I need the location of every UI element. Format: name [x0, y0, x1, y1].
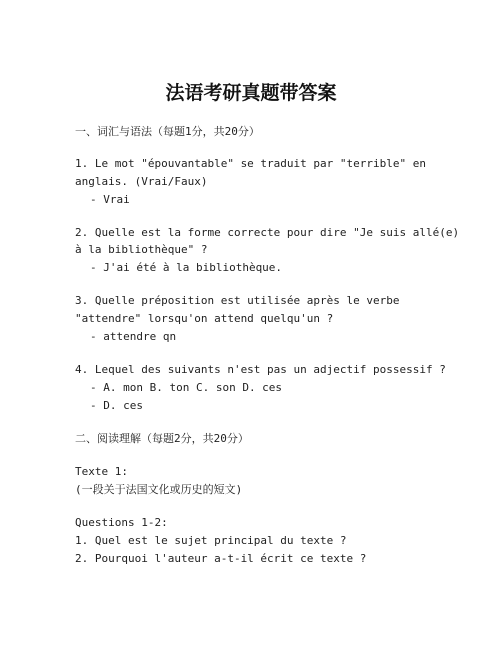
question-2-answer: - J'ai été à la bibliothèque.: [90, 261, 283, 274]
question-1-answer: - Vrai: [90, 193, 130, 206]
question-3-line-2: "attendre" lorsqu'on attend quelqu'un ?: [75, 312, 334, 325]
question-4-line-1: 4. Lequel des suivants n'est pas un adjectif possessif ?: [75, 363, 446, 376]
reading-question-2: 2. Pourquoi l'auteur a-t-il écrit ce texte ?: [75, 552, 367, 565]
questions-label: Questions 1-2:: [75, 516, 168, 529]
section1-heading: 一、词汇与语法（每题1分，共20分）: [75, 125, 260, 138]
question-4-answer: - D. ces: [90, 399, 143, 412]
texte-label: Texte 1:: [75, 465, 128, 478]
question-2-line-1: 2. Quelle est la forme correcte pour dire "Je suis allé(e): [75, 226, 460, 239]
document-title: 法语考研真题带答案: [165, 82, 337, 104]
question-1-line-1: 1. Le mot "épouvantable" se traduit par "terrible" en: [75, 157, 426, 170]
section2-heading: 二、阅读理解（每题2分，共20分）: [75, 432, 249, 445]
question-2-line-2: à la bibliothèque" ?: [75, 243, 208, 256]
texte-placeholder: (一段关于法国文化或历史的短文): [75, 483, 243, 496]
question-3-answer: - attendre qn: [90, 330, 177, 343]
question-1-line-2: anglais. (Vrai/Faux): [75, 175, 208, 188]
question-4-options: - A. mon B. ton C. son D. ces: [90, 381, 283, 394]
question-3-line-1: 3. Quelle préposition est utilisée après le verbe: [75, 294, 400, 307]
reading-question-1: 1. Quel est le sujet principal du texte ?: [75, 534, 347, 547]
